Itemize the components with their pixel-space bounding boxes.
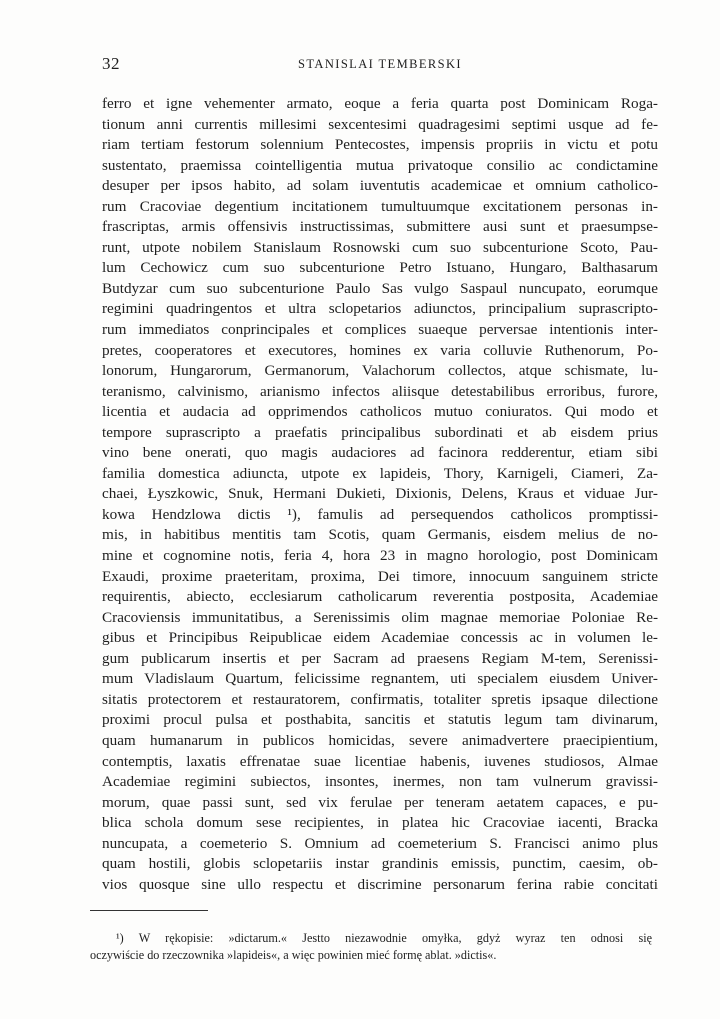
body-line: familia domestica adiuncta, utpote ex lapideis, Thory, Karnigeli, Ciameri, Za- [102,464,658,482]
page-number: 32 [102,54,120,73]
body-line: contemptis, laxatis effrenatae suae licentiae habenis, iuvenes studiosos, Almae [102,752,658,770]
body-line: Exaudi, proxime praeteritam, proxima, Dei timore, innocuum sanguinem stricte [102,567,658,585]
body-line: Cracoviensis immunitatibus, a Serenissimis olim magnae memoriae Poloniae Re- [102,608,658,626]
body-line: desuper per ipsos habito, ad solam iuventutis academicae et omnium catholico- [102,177,658,195]
body-line: quam humanarum in publicos homicidas, severe animadvertere praecipientium, [102,731,658,749]
body-line: blica schola domum sese recipientes, in platea hic Cracoviae iacenti, Bracka [102,814,658,832]
body-line: Butdyzar cum suo subcenturione Paulo Sas vulgo Saspaul nuncupato, eorumque [102,279,658,297]
body-line: tionum anni currentis millesimi sexcentesimi quadragesimi septimi usque ad fe- [102,115,658,133]
body-line: quam hostili, globis sclopetariis instar grandinis emissis, punctim, caesim, ob- [102,855,658,873]
footnote-line: ¹) W rękopisie: »dictarum.« Jestto niezawodnie omyłka, gdyż wyraz ten odnosi się [116,931,652,945]
body-line: morum, quae passi sunt, sed vix ferulae per teneram aetatem capaces, e pu- [102,793,658,811]
body-line: nuncupata, a coemeterio S. Omnium ad coemeterium S. Francisci animo plus [102,834,658,852]
body-line: regimini quadringentos et ultra sclopetarios adiunctos, principalium suprascripto- [102,300,658,318]
body-line: teranismo, calvinismo, arianismo infectos aliisque detestabilibus erroribus, furore, [102,382,658,400]
body-text [102,94,658,895]
body-line: lonorum, Hungarorum, Germanorum, Valachorum collectos, atque schismate, lu- [102,362,658,380]
footnote-separator [90,910,208,911]
body-line: mine et cognomine notis, feria 4, hora 23 in magno horologio, post Dominicam [102,547,658,565]
body-line: riam tertiam festorum solennium Pentecostes, impensis propriis in victu et potu [102,136,658,154]
body-line: sustentato, praemissa cointelligentia mutua privatoque consilio ac condictamine [102,156,658,174]
body-line: tempore suprascripto a praefatis principalibus subordinati et ab eisdem prius [102,423,658,441]
body-line: Academiae regimini subiectos, insontes, inermes, non tam vulnerum gravissi- [102,773,658,791]
body-line: vino bene onerati, quo magis audaciores ad facinora redderentur, etiam sibi [102,444,658,462]
body-line: kowa Hendzlowa dictis ¹), famulis ad persequendos catholicos promptissi- [102,505,658,523]
body-line: proximi procul pulsa et posthabita, sancitis et statutis legum tam divinarum, [102,711,658,729]
body-line: chaei, Łyszkowic, Snuk, Hermani Dukieti, Dixionis, Delens, Kraus et viduae Jur- [102,485,658,503]
body-line: pretes, cooperatores et executores, homines ex varia colluvie Ruthenorum, Po- [102,341,658,359]
footnote-line: oczywiście do rzeczownika »lapideis«, a więc powinien mieć formę ablat. »dictis«. [90,948,497,962]
body-line: mum Vladislaum Quartum, felicissime regnantem, uti specialem eiusdem Univer- [102,670,658,688]
body-line: rum Cracoviae degentium incitationem tumultuumque excitationem personas in- [102,197,658,215]
page-header [102,54,658,76]
body-line: mis, in habitibus mentitis tam Scotis, quam Germanis, eisdem melius de no- [102,526,658,544]
body-line: lum Cechowicz cum suo subcenturione Petro Istuano, Hungaro, Balthasarum [102,259,658,277]
running-head: STANISLAI TEMBERSKI [298,57,462,71]
body-line: sitatis protectorem et restauratorem, confirmatis, totaliter spretis ipsaque dilectione [102,690,658,708]
body-line: vios quosque sine ullo respectu et discrimine personarum ferina rabie concitati [102,875,658,893]
body-line: frascriptas, armis offensivis instructissimas, submittere ausi sunt et praesumpse- [102,218,658,236]
body-line: gum publicarum insertis et per Sacram ad praesens Regiam M-tem, Serenissi- [102,649,658,667]
body-line: rum immediatos conprincipales et complices suaeque perversae intentionis inter- [102,321,658,339]
body-line: runt, utpote nobilem Stanislaum Rosnowski cum suo subcenturione Scoto, Pau- [102,238,658,256]
body-line: ferro et igne vehementer armato, eoque a feria quarta post Dominicam Roga- [102,95,658,112]
body-line: licentia et audacia ad opprimendos catholicos mutuo coniuratos. Qui modo et [102,403,658,421]
body-line: requirentis, abiecto, ecclesiarum catholicarum reverentia postposita, Academiae [102,588,658,606]
body-line: gibus et Principibus Reipublicae eidem Academiae concessis ac in volumen le- [102,629,658,647]
footnotes [90,930,652,964]
